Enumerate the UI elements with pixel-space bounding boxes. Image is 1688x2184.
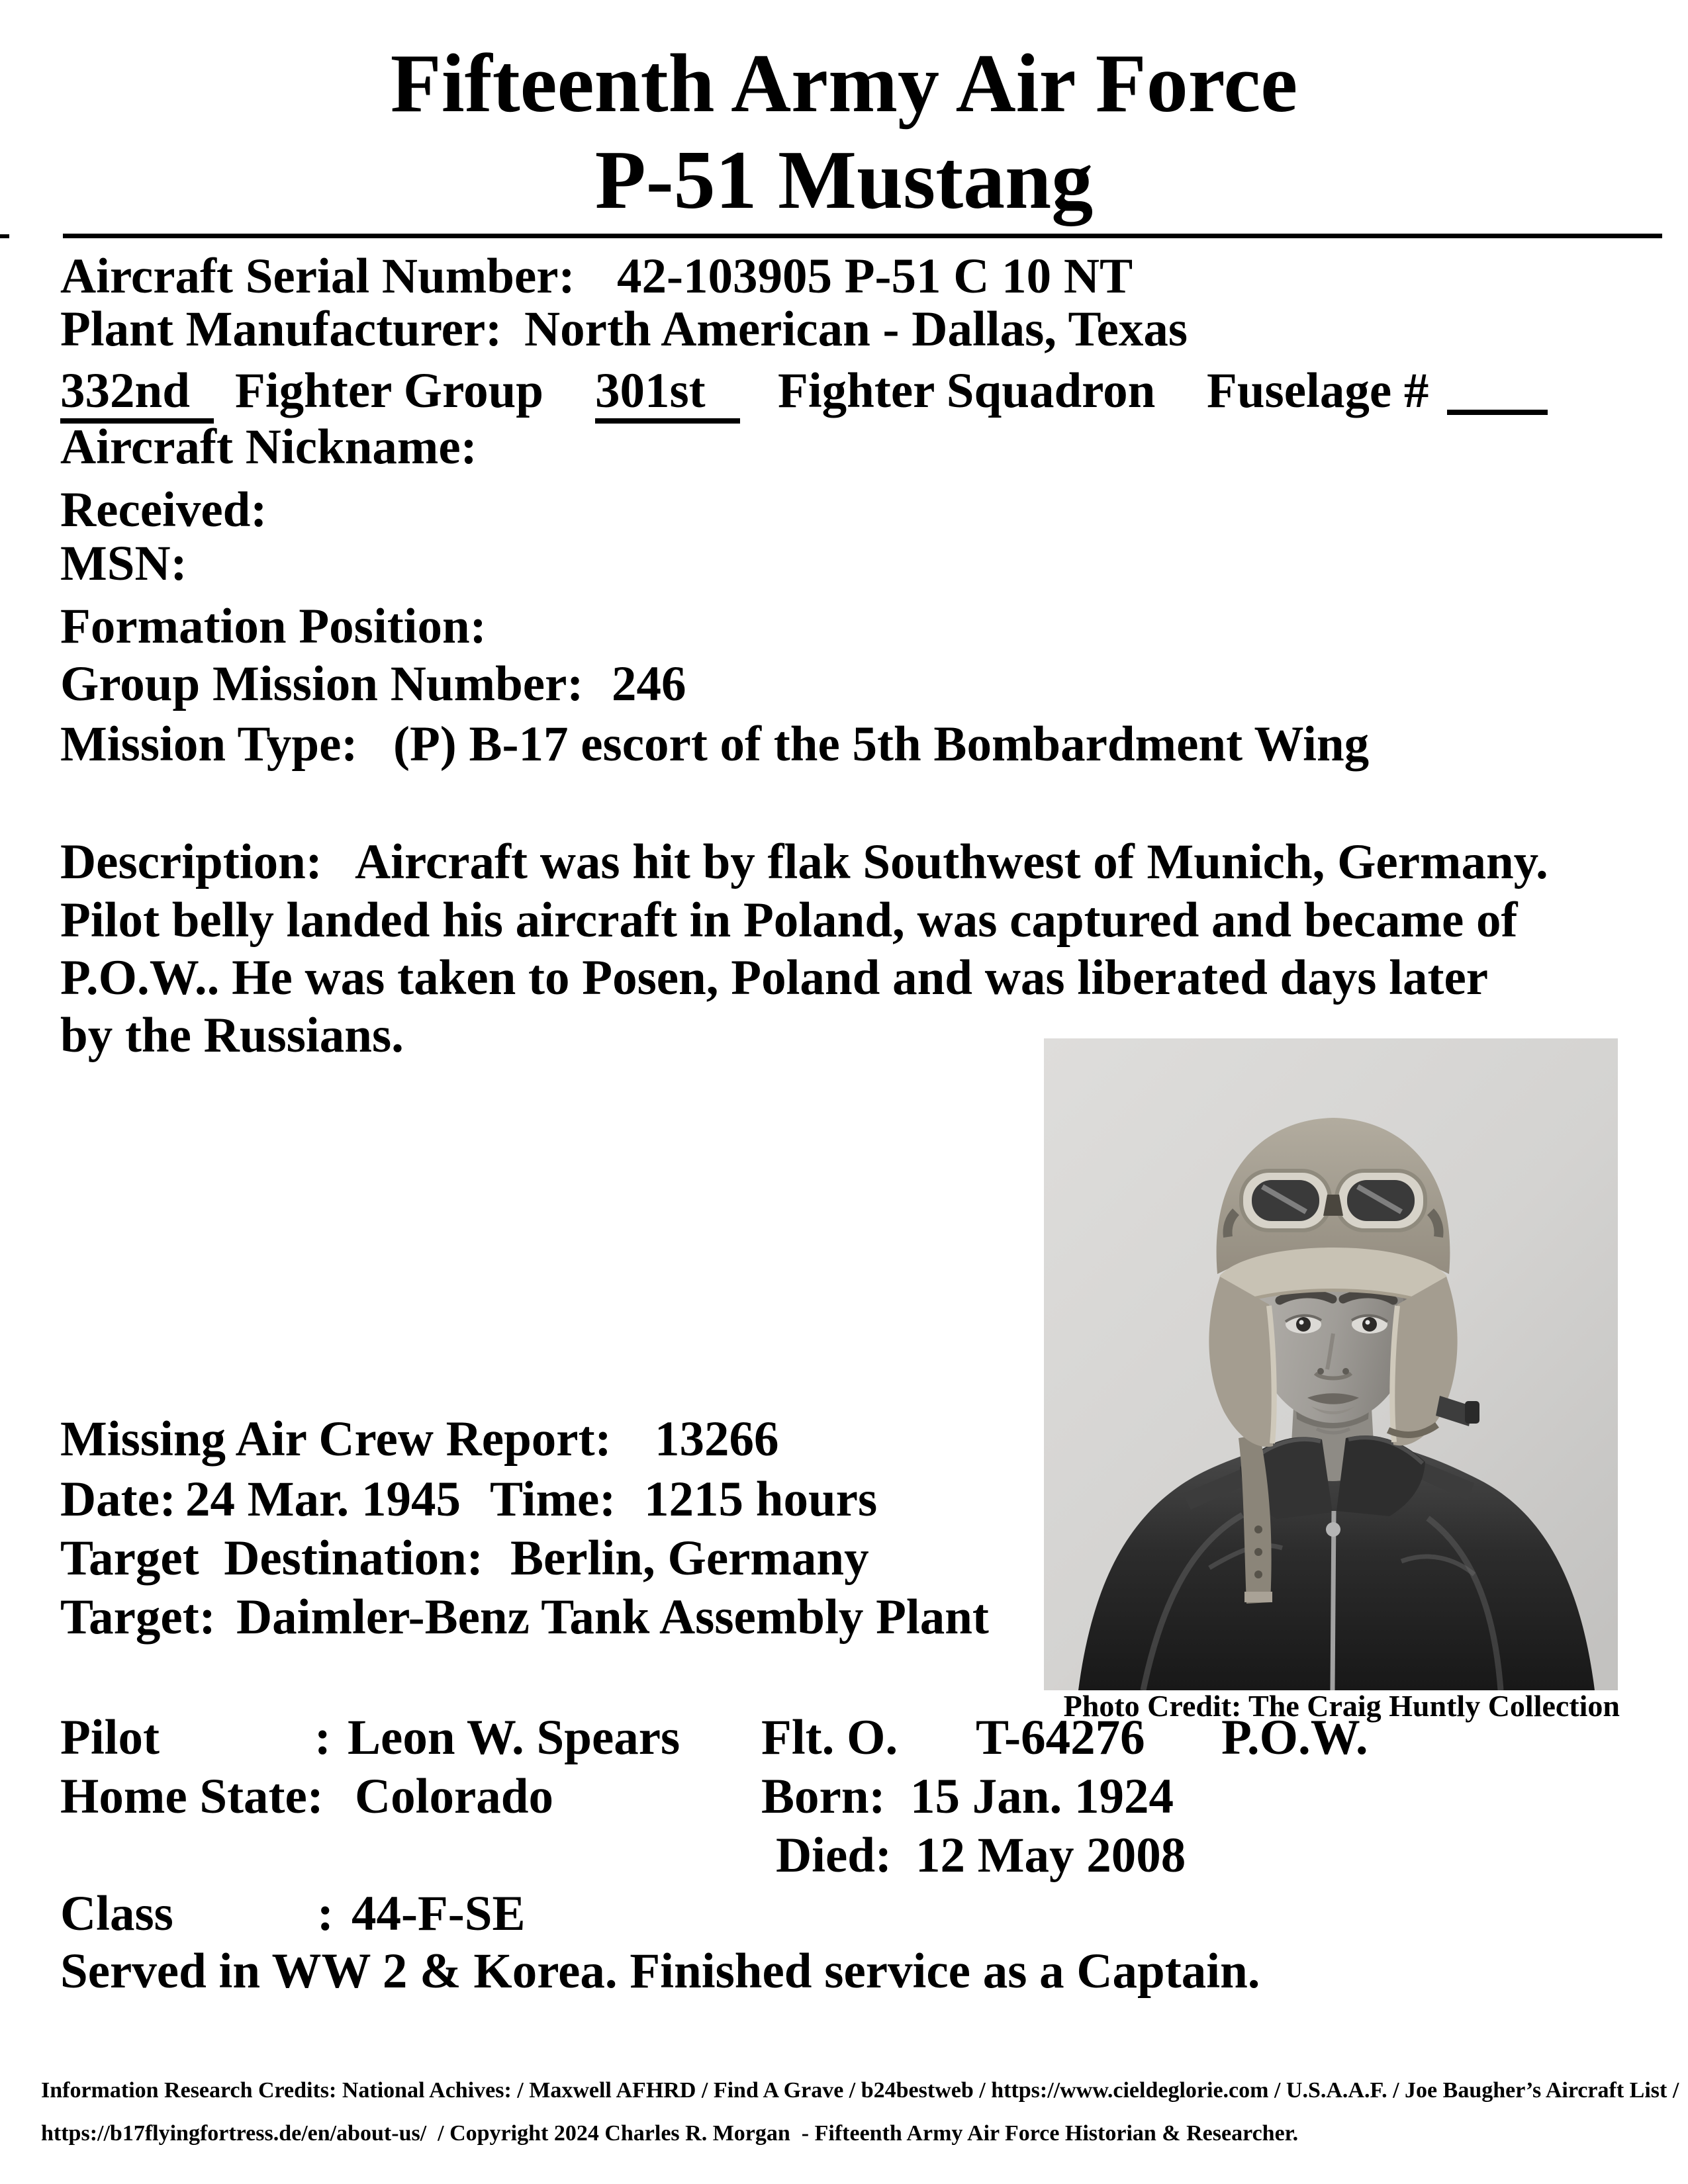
macr-report-value: 13266 bbox=[655, 1412, 779, 1467]
fighter-group-label: Fighter Group bbox=[235, 363, 544, 418]
fuselage-label: Fuselage # bbox=[1207, 363, 1429, 418]
macr-target-destination-label: Target Destination: bbox=[60, 1531, 483, 1586]
pilot-rank: Flt. O. bbox=[761, 1710, 898, 1765]
fighter-squadron-number: 301st bbox=[595, 363, 740, 424]
field-plant-label: Plant Manufacturer: bbox=[60, 302, 502, 357]
pilot-portrait-photo bbox=[1044, 1038, 1618, 1690]
home-state-value: Colorado bbox=[355, 1769, 553, 1824]
died-value: 12 May 2008 bbox=[915, 1828, 1186, 1883]
class-colon: : bbox=[317, 1886, 334, 1941]
pilot-colon: : bbox=[314, 1710, 331, 1765]
field-msn-label: MSN: bbox=[60, 536, 187, 591]
field-mission-type-value: (P) B-17 escort of the 5th Bombardment Wing bbox=[393, 717, 1370, 772]
footer-credits-line2: https://b17flyingfortress.de/en/about-us/ / Copyright 2024 Charles R. Morgan - Fifteenth Army Air Force Historian & Researcher. bbox=[41, 2121, 1299, 2146]
macr-target-destination-value: Berlin, Germany bbox=[510, 1531, 869, 1586]
document-title-line1: Fifteenth Army Air Force bbox=[390, 38, 1298, 130]
macr-date-label: Date: bbox=[60, 1472, 176, 1527]
field-formation-label: Formation Position: bbox=[60, 599, 487, 654]
macr-target-value: Daimler-Benz Tank Assembly Plant bbox=[236, 1590, 989, 1645]
macr-time-value: 1215 hours bbox=[644, 1472, 878, 1527]
macr-target-label: Target: bbox=[60, 1590, 216, 1645]
field-plant-value: North American - Dallas, Texas bbox=[524, 302, 1188, 357]
fuselage-blank-line bbox=[1447, 362, 1548, 415]
field-group-mission-value: 246 bbox=[612, 657, 686, 711]
pilot-service-number: T-64276 bbox=[976, 1710, 1145, 1765]
field-serial-value: 42-103905 P-51 C 10 NT bbox=[617, 249, 1133, 304]
service-note: Served in WW 2 & Korea. Finished service as a Captain. bbox=[60, 1944, 1260, 1999]
home-state-label: Home State: bbox=[60, 1769, 324, 1824]
born-value: 15 Jan. 1924 bbox=[910, 1769, 1174, 1824]
born-label: Born: bbox=[761, 1769, 886, 1824]
margin-tick bbox=[0, 234, 9, 238]
class-value: 44-F-SE bbox=[352, 1886, 526, 1941]
fighter-group-number: 332nd bbox=[60, 363, 214, 424]
title-divider-rule bbox=[63, 234, 1662, 238]
photo-credit: Photo Credit: The Craig Huntly Collection bbox=[1063, 1689, 1620, 1723]
fighter-squadron-label: Fighter Squadron bbox=[778, 363, 1156, 418]
field-group-mission-label: Group Mission Number: bbox=[60, 657, 584, 711]
class-label: Class bbox=[60, 1886, 173, 1941]
macr-time-label: Time: bbox=[490, 1472, 616, 1527]
description-label: Description: bbox=[60, 835, 322, 889]
field-mission-type-label: Mission Type: bbox=[60, 717, 358, 772]
field-received-label: Received: bbox=[60, 482, 267, 537]
description-line2: Pilot belly landed his aircraft in Poland, was captured and became of bbox=[60, 893, 1518, 948]
description-line3: P.O.W.. He was taken to Posen, Poland and was liberated days later bbox=[60, 950, 1489, 1005]
pilot-name: Leon W. Spears bbox=[348, 1710, 680, 1765]
field-nickname-label: Aircraft Nickname: bbox=[60, 420, 477, 475]
pilot-portrait-art bbox=[1044, 1038, 1618, 1690]
description-line1: Aircraft was hit by flak Southwest of Munich, Germany. bbox=[355, 835, 1548, 889]
pilot-status: P.O.W. bbox=[1221, 1710, 1368, 1765]
macr-date-value: 24 Mar. 1945 bbox=[185, 1472, 461, 1527]
died-label: Died: bbox=[776, 1828, 892, 1883]
document-title-line2: P-51 Mustang bbox=[594, 134, 1094, 226]
description-line4: by the Russians. bbox=[60, 1008, 404, 1063]
field-serial-label: Aircraft Serial Number: bbox=[60, 249, 575, 304]
footer-credits-line1: Information Research Credits: National Achives: / Maxwell AFHRD / Find A Grave / b24bestweb / https://www.cieldeglorie.com / U.S.A.A.F. / Joe Baugher’s Aircraft List / bbox=[41, 2078, 1679, 2103]
pilot-label: Pilot bbox=[60, 1710, 160, 1765]
macr-report-label: Missing Air Crew Report: bbox=[60, 1412, 612, 1467]
